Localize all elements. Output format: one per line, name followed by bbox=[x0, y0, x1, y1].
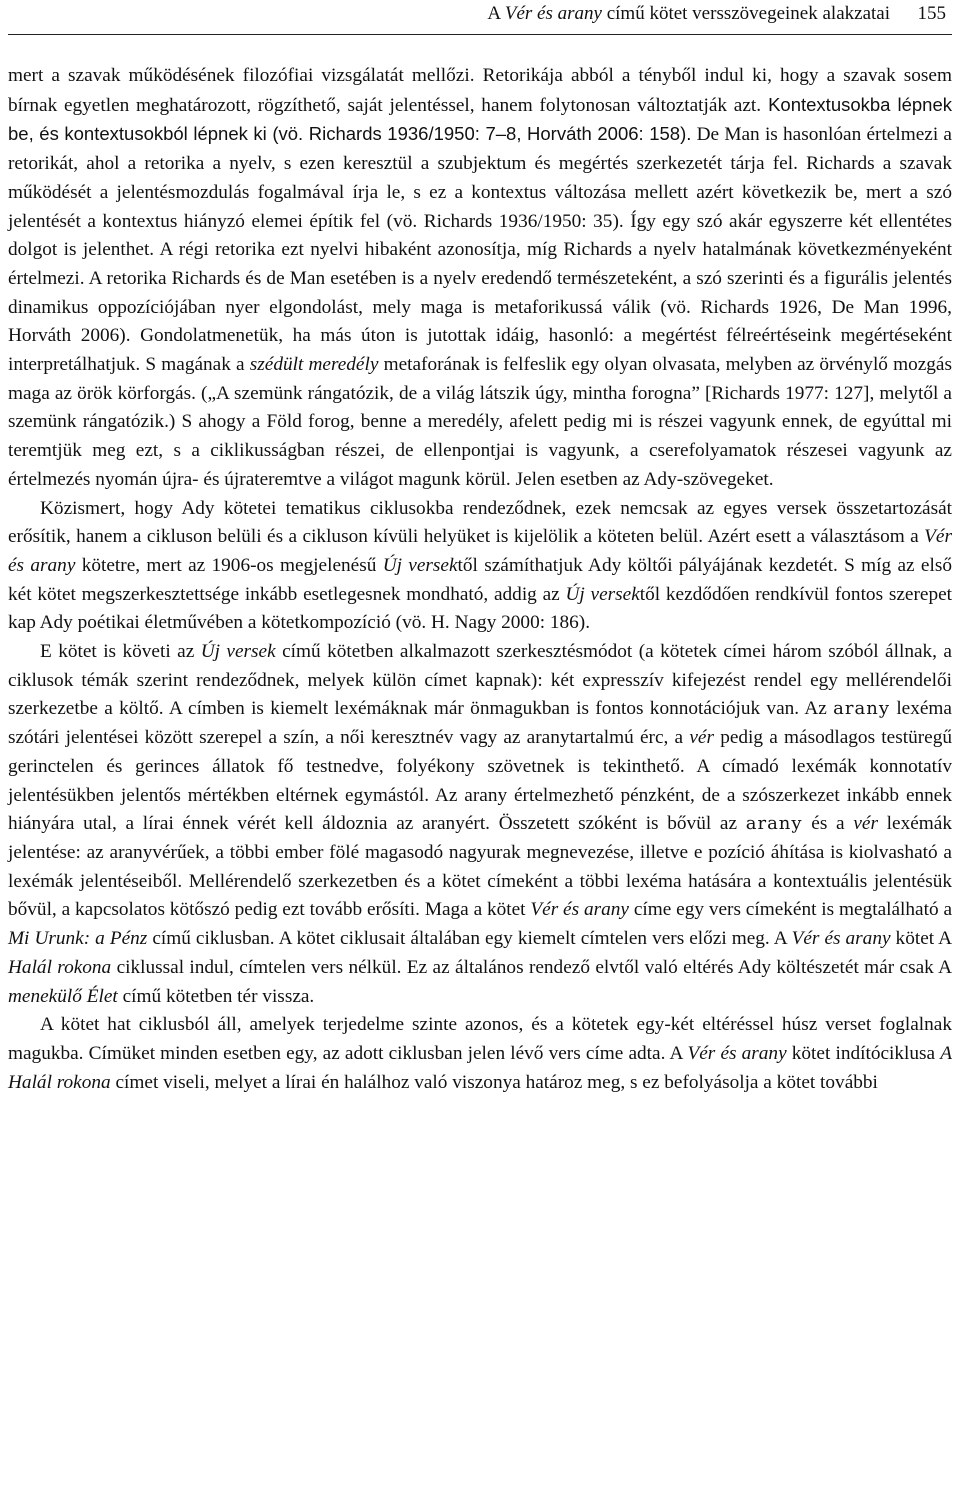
text-run: lexémák jelentése: az aranyvérűek, a többi ember fölé magasodó nagyurak megnevezése, illetve e pozíció áhítása is kiolvasható a lexémák jelentéseiből. Mellérendelő szerkezetben és a kötet címeként a többi lexéma hatására a kontextuális jelentésük bővül, a kapcsolatos kötőszó pedig ezt tovább erősíti. Maga a kötet bbox=[8, 813, 952, 921]
paragraph-1 bbox=[8, 62, 952, 495]
spaced-run: arany bbox=[745, 813, 803, 835]
text-run: től kezdődően rendkívül fontos szerepet kap Ady poétikai életművében a kötetkompozíció (vö. H. Nagy 2000: 186). bbox=[8, 583, 952, 634]
italic-run: vér bbox=[853, 813, 878, 835]
text-run: című ciklusban. A kötet ciklusait általában egy kiemelt címtelen vers előzi meg. A bbox=[147, 928, 792, 950]
text-run: től számíthatjuk Ady költői pályájának kezdetét. S míg az első két kötet megszerkesztettsége inkább esetlegesnek mondható, addig az bbox=[8, 554, 952, 605]
italic-run: vér bbox=[689, 727, 714, 749]
italic-run: Vér és arany bbox=[791, 928, 891, 950]
text-run: kötet indítóciklusa bbox=[786, 1042, 941, 1064]
spaced-run: arany bbox=[833, 698, 890, 720]
text-run: és a bbox=[802, 813, 854, 835]
title-book-name: Vér és arany bbox=[504, 3, 602, 24]
italic-run: Új versek bbox=[200, 641, 276, 663]
italic-run: Új versek bbox=[382, 554, 458, 576]
text-run: Közismert, hogy Ady kötetei tematikus ciklusokba rendeződnek, ezek nemcsak az egyes versek összetartozását erősítik, hanem a cikluson belüli és a cikluson kívüli helyüket is kijelölik a köteten belül. Azért esett a választásom a bbox=[8, 497, 952, 548]
italic-run: menekülő Élet bbox=[8, 985, 118, 1007]
text-run: A kötet hat ciklusból áll, amelyek terjedelme szinte azonos, és a kötetek egy-két eltéréssel húsz verset foglalnak magukba. Címüket minden esetben egy, az adott ciklusban jelen lévő vers címe adta. A bbox=[8, 1014, 952, 1064]
running-header bbox=[8, 0, 952, 35]
text-run: Kontextusokba lépnek be, és kontextusokból lépnek ki (vö. Richards 1936/1950: 7–8, Horváth 2006: 158). bbox=[8, 93, 953, 145]
paragraph-4 bbox=[8, 1011, 952, 1097]
italic-run: A Halál rokona bbox=[8, 1042, 952, 1093]
page-number: 155 bbox=[917, 3, 946, 24]
text-run: kötetre, mert az 1906-os megjelenésű bbox=[75, 554, 383, 576]
text-run: ciklussal indul, címtelen vers nélkül. Ez az általános rendező elvtől való eltérés Ady költészetét már csak A bbox=[111, 956, 952, 978]
running-title bbox=[487, 0, 890, 28]
paragraph-3 bbox=[8, 638, 952, 1011]
text-run: címet viseli, melyet a lírai én halálhoz való viszonya határoz meg, s ez befolyásolja a kötet további bbox=[110, 1071, 878, 1093]
text-run: című kötetben tér vissza. bbox=[117, 985, 315, 1007]
italic-run: Vér és arany bbox=[530, 899, 629, 921]
title-suffix: című kötet versszövegeinek alakzatai bbox=[601, 3, 890, 24]
text-run: Richards a szavak működését a jelentésmozdulás fogalmával írja le, s ez a kontextus változása mellett azért következik be, mert a szó jelentését a kontextus hiányzó elemei építik fel (vö. Richards 1936/1950: 35). Így egy szó akár egyszerre két ellentétes dolgot is jelenthet. A régi retorika ezt nyelvi hibaként azonosítja, míg Richards a nyelv hatalmának következményeként értelmezi. A retorika Richards és de Man esetében is a nyelv eredendő természeteként, a szó szerinti és a figurális jelentés dinamikus oppozíciójában nyer elgondolást, mely maga is metaforikussá válik (vö. Richards 1926, De Man 1996, Horváth 2006). Gondolatmenetük, ha más úton is jutottak idáig, hasonló: a megértést félreértéseink megértéseként interpretálhatjuk. S magának a bbox=[8, 153, 952, 376]
text-run: pedig a másodlagos testüregű gerinctelen és gerinces állatok fő testnedve, folyékony szövetnek is tekinthető. A címadó lexémák konnotatív jelentésükben jelentős mértékben eltérnek egymástól. Az arany értelmezhető pénzként, de a szószerkezet inkább ennek hiányára utal, a lírai énnek vérét kell áldoznia az aranyért. Összetett szóként is bővül az bbox=[8, 727, 952, 835]
paragraph-2 bbox=[8, 495, 952, 639]
text-run: De Man is hasonlóan értelmezi a retorikát, ahol a retorika a nyelv, s ezen keresztül a szubjektum és megértés szerkezetét tárja fel. bbox=[8, 124, 952, 175]
italic-run: Vér és arany bbox=[8, 526, 952, 576]
text-run: E kötet is követi az bbox=[40, 641, 201, 663]
text-run: mert a szavak működésének filozófiai vizsgálatát mellőzi. Retorikája abból a tényből indul ki, hogy a szavak sosem bírnak egyetlen meghatározott, rögzíthető, saját jelentéssel, hanem folytonosan változtatják azt. bbox=[8, 65, 952, 116]
italic-run: szédült meredély bbox=[249, 354, 379, 376]
text-run: című kötetben alkalmazott szerkesztésmódot (a kötetek címei három szóból állnak, a ciklusok témák szerint rendeződnek, melyek külön címet kapnak): két expresszív kifejezést rendel egy mellérendelői szerkezetbe a költő. A címben is kiemelt lexémáknak már önmagukban is fontos konnotációjuk van. Az bbox=[8, 641, 952, 720]
text-run: metaforának is felfeslik egy olyan olvasata, melyben az örvénylő mozgás maga az örök körforgás. („A szemünk rángatózik, de a világ látszik úgy, mintha forogna” [Richards 1977: 127], melytől a szemünk rángatózik.) S ahogy a Föld forog, benne a meredély, afelett pedig mi is részei vagyunk ennek, de egyúttal mi teremtjük meg ezt, s a ciklikusságban részei, de ellenpontjai is vagyunk, a cserefolyamatok részesei vagyunk az értelmezés nyomán újra- és újrateremtve a világot magunk körül. Jelen esetben az Ady-szövegeket. bbox=[8, 354, 952, 490]
text-run: lexéma szótári jelentései között szerepel a szín, a női keresztnév vagy az aranytartalmú érc, a bbox=[8, 698, 952, 749]
body-text bbox=[8, 62, 952, 1097]
text-run: kötet A bbox=[890, 928, 952, 950]
italic-run: Halál rokona bbox=[8, 956, 112, 978]
text-run: címe egy vers címeként is megtalálható a bbox=[628, 899, 952, 921]
title-prefix: A bbox=[487, 3, 505, 24]
italic-run: Mi Urunk: a Pénz bbox=[8, 928, 148, 950]
italic-run: Új versek bbox=[565, 583, 640, 605]
italic-run: Vér és arany bbox=[687, 1042, 787, 1064]
